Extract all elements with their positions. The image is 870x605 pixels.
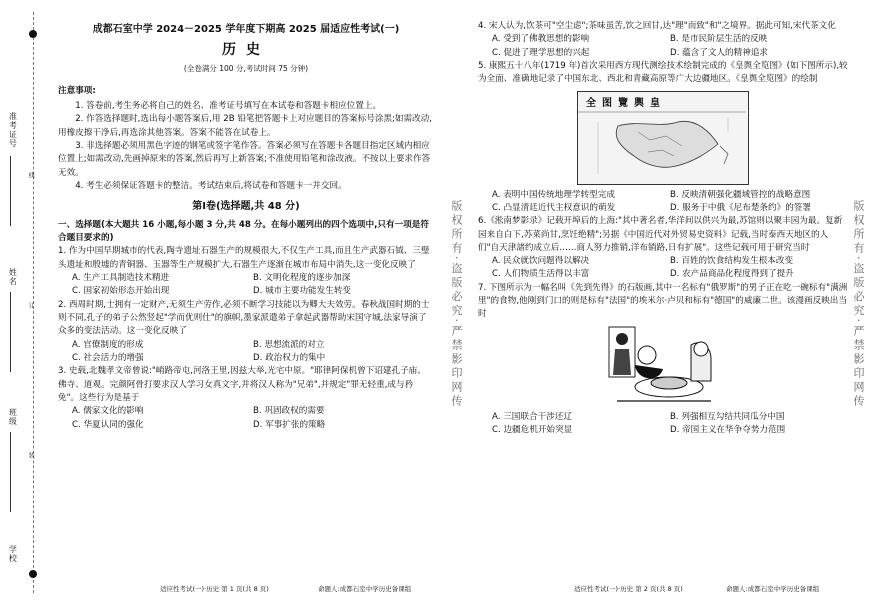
line-mark: 线 — [27, 172, 35, 179]
map-figure — [577, 91, 749, 185]
notice-item: 1. 答卷前,考生务必将自己的姓名、准考证号填写在本试卷和答题卡相应位置上。 — [75, 101, 382, 112]
fill-line — [10, 292, 11, 372]
question-2 — [58, 299, 434, 366]
fill-line — [10, 156, 11, 226]
notice-item: 3. 非选择题必须用黑色字迹的钢笔或签字笔作答。答案必须写在答题卡各题目指定区域内相应位置上;如需改动,先画掉原来的答案,然后再写上新答案;不准使用铅笔和涂改液。不按以上要求作答无效。 — [58, 141, 431, 178]
binding-margin — [0, 0, 42, 605]
option-d: D. 农产品商品化程度得到了提升 — [670, 269, 794, 280]
notice-title: 注意事项: — [58, 85, 96, 96]
option-a: A. 民众就饮问题得以解决 — [492, 256, 590, 267]
question-6 — [478, 215, 848, 282]
option-c: C. 促进了理学思想的兴起 — [492, 47, 590, 58]
question-stem: 2. 西周时期,士拥有一定财产,无须生产劳作,必须不断学习技能以为卿大夫效劳。春秋战国时期的士则不同,孔子的弟子公然竖起"学而优则仕"的旗帜,墨家派遣弟子拿起武器帮助宋国守城,法家导演了众多的变法活动。这一变化反映了 — [58, 299, 430, 337]
exam-meta: (全卷满分 100 分,考试时间 75 分钟) — [183, 64, 309, 74]
exam-id-label: 准考证号 — [8, 112, 18, 148]
notice-item: 2. 作答选择题时,选出每小题答案后,用 2B 铅笔把答题卡上对应题目的答案标号涂黑;如需改动,用橡皮擦干净后,再选涂其他答案。答案不能答在试卷上。 — [58, 114, 433, 138]
exam-title: 成都石室中学 2024－2025 学年度下期高 2025 届适应性考试(一) — [92, 24, 400, 35]
option-c: C. 凸显清廷近代主权意识的萌发 — [492, 202, 616, 213]
option-c: C. 人们物质生活得以丰富 — [492, 269, 590, 280]
option-c: C. 华夏认同的强化 — [72, 419, 144, 430]
page-left — [58, 20, 434, 432]
option-a: A. 生产工具制造技术精进 — [72, 273, 170, 284]
question-3 — [58, 365, 434, 432]
question-stem: 6.《淞南梦影录》记载开埠后的上海:"其中著名者,华洋间以供兴为最,苏馆则以聚丰园为最。复新园来自白下,苏菜尚甘,烹饪绝精";另据《中国近代对外贸易史资料》记载,当时泰西天地区的人们"自天津諸约成立后……商人努力推销,洋布销路,日有扩展"。这些记载可用于研究当时 — [478, 216, 843, 253]
option-a: A. 官僚制度的形成 — [72, 339, 144, 350]
question-stem: 1. 作为中国早期城市的代表,陶寺遗址石器生产的规模很大,不仅生产工具,而且生产武器石钺、三璧头遗址和殷墟的青铜器、玉器等生产规模扩大,石器生产逐渐在城市布局中消失,这一变化反映了 — [58, 246, 430, 270]
question-7 — [478, 282, 848, 438]
subject-title: 历史 — [222, 41, 270, 58]
fill-line — [10, 432, 11, 512]
map-title-char: 皇 — [650, 97, 660, 109]
option-b: B. 思想流派的对立 — [253, 339, 325, 350]
map-title-char: 輿 — [634, 97, 644, 109]
section-intro: 一、选择题(本大题共 16 小题,每小题 3 分,共 48 分。在每小题列出的四个选项中,只有一项是符合题目要求的) — [58, 219, 429, 244]
option-d: D. 帝国主义在华争夺势力范围 — [670, 425, 786, 435]
map-title-char: 全 — [586, 97, 596, 109]
map-drawing — [578, 92, 746, 182]
school-label: 学校 — [8, 545, 18, 563]
option-c: C. 国家初始形态开始出现 — [72, 286, 170, 297]
question-4 — [478, 20, 848, 60]
question-stem: 5. 康熙五十八年(1719 年)首次采用西方现代测绘技术绘制完成的《皇舆全览图》(如下图所示),较为全面、准确地记录了中国东北、西北和青藏高原等广大边疆地区。《皇舆全览图》的绘制 — [478, 60, 848, 85]
map-title-char: 图 — [602, 97, 612, 109]
footer-author-right: 命题人:成都石室中学历史备课组 — [726, 585, 820, 593]
question-stem: 7. 下图所示为一幅名叫《先到先得》的石版画,其中一名标有"俄罗斯"的男子正在吃一碗标有"满洲里"的食物,他刚到门口的则是标有"法国"的埃米尔·卢贝和标有"德国"的威廉二世。该漫画反映出当时 — [478, 282, 848, 320]
name-label: 姓名 — [8, 268, 18, 286]
question-stem: 4. 宋人认为,饮茶可"空尘虑";茶味虽苦,饮之回甘,达"理"而致"和"之境界。据此可知,宋代茶文化 — [478, 21, 836, 31]
class-label: 班级 — [8, 408, 18, 426]
option-a: A. 表明中国传统地理学转型完成 — [492, 189, 615, 200]
question-5 — [478, 60, 848, 215]
copyright-stamp: 版权所有·盗版必究·严禁影印网传 — [852, 200, 866, 409]
option-d: D. 服务于中俄《尼布楚条约》的签署 — [670, 202, 811, 213]
option-b: B. 文明化程度的逐步加深 — [253, 273, 351, 284]
binding-hole — [29, 30, 37, 38]
option-c: C. 社会活力的增强 — [72, 352, 144, 363]
pack-mark: 装 — [27, 452, 35, 459]
footer-page-left: 适应性考试(一)·历史 第 1 页(共 8 页) — [160, 585, 269, 593]
option-d: D. 政治权力的集中 — [253, 352, 326, 363]
binding-hole — [29, 570, 37, 578]
option-d: D. 蕴含了文人的精神追求 — [670, 47, 769, 58]
option-a: A. 三国联合干涉还辽 — [492, 411, 572, 422]
option-b: B. 是市民阶层生活的反映 — [670, 34, 768, 45]
question-1 — [58, 245, 434, 298]
page-right — [478, 20, 848, 437]
option-b: B. 列强相互勾结共同瓜分中国 — [670, 411, 785, 422]
cartoon-figure — [607, 325, 719, 409]
option-d: D. 城市主要功能发生转变 — [253, 286, 352, 297]
option-b: B. 反映清朝强化疆域管控的战略意图 — [670, 189, 811, 200]
cartoon-drawing — [607, 325, 719, 409]
option-a: A. 受到了佛教思想的影响 — [492, 34, 590, 45]
option-b: B. 巩固政权的需要 — [253, 406, 325, 417]
option-b: B. 百姓的饮食结构发生根本改变 — [670, 256, 794, 267]
option-a: A. 儒家文化的影响 — [72, 406, 144, 417]
section-title: 第Ⅰ卷(选择题,共 48 分) — [192, 201, 300, 213]
option-c: C. 边疆危机开始突显 — [492, 425, 573, 435]
footer-page-right: 适应性考试(一)·历史 第 2 页(共 8 页) — [574, 585, 683, 593]
map-title-char: 覽 — [618, 97, 628, 109]
footer-author-left: 命题人:成都石室中学历史备课组 — [318, 585, 412, 593]
option-d: D. 军事扩张的策略 — [253, 419, 326, 430]
notice-item: 4. 考生必须保证答题卡的整洁。考试结束后,将试卷和答题卡一并交回。 — [75, 181, 347, 191]
question-stem: 3. 史载,北魏孝文帝曾说:"峭路帝屯,河洛王里,因兹大举,光宅中原。"耶律阿保机曾下诏建孔子庙、佛寺、道观。完颜阿骨打要求汉人学习女真文字,并将汉人称为"兄弟",并规定"罪无轻重,成与矜免"。这些行为是基于 — [58, 366, 426, 403]
copyright-stamp: 版权所有·盗版必究·严禁影印网传 — [450, 200, 464, 409]
bind-mark: 订 — [27, 302, 35, 309]
